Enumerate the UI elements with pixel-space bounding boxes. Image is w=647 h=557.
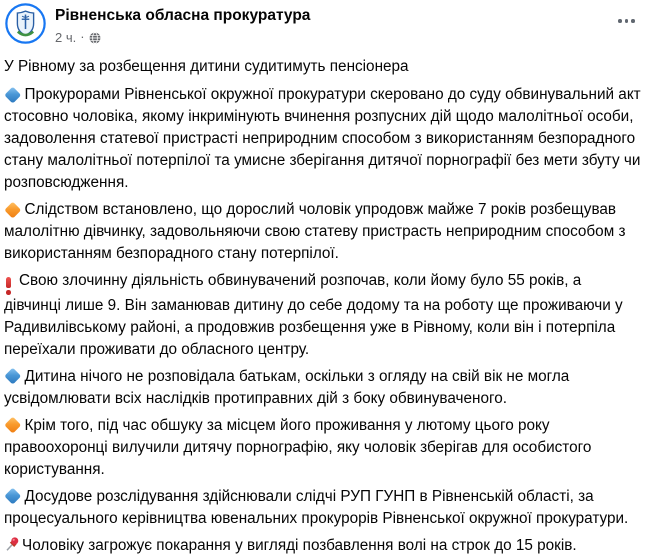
timestamp-link[interactable]: 2 ч. [55,30,77,45]
meta-separator: · [80,29,85,44]
post-body [4,84,641,557]
post-paragraph [4,270,641,361]
paragraph-text: Чоловіку загрожує покарання у вигляді позбавлення волі на строк до 15 років. [22,536,577,554]
prosecutor-emblem-logo-icon [5,3,46,44]
post-content [0,47,647,557]
paragraph-text: Прокурорами Рівненської окружної прокуратури скеровано до суду обвинувальний акт стосовно чоловіка, якому інкримінують вчинення розпусних дій щодо малолітньої особи, задоволення статевої пристрасті неприродним способом з використанням безпорадного стану малолітньої потерпілої та умисне зберігання дитячої порнографії без мети збуту чи розповсюдження. [4,86,641,191]
blue-diamond-icon [4,488,25,505]
paragraph-text: Дитина нічого не розповідала батькам, оскільки з огляду на свій вік не могла усвідомлювати всіх наслідків протиправних дій з боку обвинуваченого. [4,367,570,407]
blue-diamond-icon [4,368,25,385]
paragraph-text: Слідством встановлено, що дорослий чоловік упродовж майже 7 років розбещував малолітню дівчинку, задовольняючи свою статеву пристрасть неприродним способом з використанням безпорадного стану потерпілої. [4,201,626,262]
pushpin-icon [4,537,22,554]
paragraph-text: Крім того, під час обшуку за місцем його проживання у лютому цього року правоохоронці вилучили дитячу порнографію, яку чоловік зберігав для особистого користування. [4,416,592,478]
paragraph-text: Досудове розслідування здійснювали слідчі РУП ГУНП в Рівненській області, за процесуального керівництва ювенальних прокурорів Рівненської окружної прокуратури. [4,487,629,527]
post-paragraph [4,486,641,530]
post-header [0,0,647,47]
page-avatar[interactable] [5,3,46,44]
post-paragraph [4,415,641,481]
post-title: У Рівному за розбещення дитини судитимуть пенсіонера [4,58,409,75]
header-text [55,3,608,47]
globe-icon [89,32,101,44]
post-paragraph [4,84,641,194]
blue-diamond-icon [4,86,25,103]
paragraph-text: Свою злочинну діяльність обвинувачений розпочав, коли йому було 55 років, а дівчинці лише 9. Він заманював дитину до себе додому та на роботу ще проживаючи у Радивилівському районі, а продовжив розбещення уже в Рівному, коли він і потерпіла переїхали проживати до обласного центру. [4,272,623,358]
post-meta [55,29,608,47]
post-paragraph [4,199,641,265]
page-name-link[interactable]: Рівненська обласна прокуратура [55,7,311,24]
orange-diamond-icon [4,417,25,434]
red-exclamation-icon [4,272,19,289]
orange-diamond-icon [4,201,25,218]
post-paragraph [4,366,641,410]
ellipsis-icon [618,19,635,23]
post-paragraph [4,535,641,557]
post-menu-button[interactable] [608,3,641,33]
